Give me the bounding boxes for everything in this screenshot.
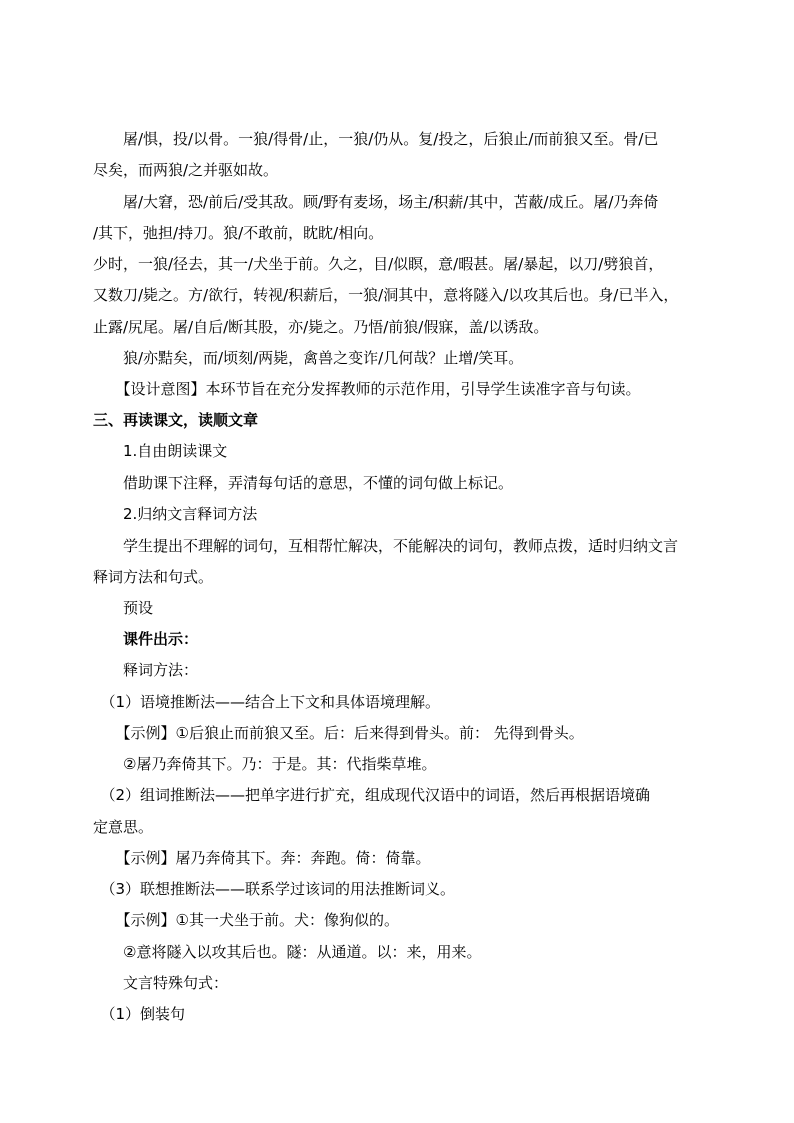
text-line: 又数刀/毙之。方/欲行，转视/积薪后，一狼/洞其中，意将隧入/以攻其后也。身/已半入， [93,286,679,304]
text-line: 释词方法和句式。 [93,568,214,586]
text-line: 少时，一狼/径去，其一/犬坐于前。久之，目/似瞑，意/暇甚。屠/暴起，以刀/劈狼首， [93,255,664,273]
subheading-1: 1.自由朗读课文 [93,442,228,460]
example-line: 【示例】①其一犬坐于前。犬：像狗似的。 [93,911,399,929]
text-line: /其下，弛担/持刀。狼/不敢前，眈眈/相向。 [93,224,384,242]
text-line: 定意思。 [93,818,154,836]
text-line: 学生提出不理解的词句，互相帮忙解决，不能解决的词句，教师点拨，适时归纳文言 [93,537,679,555]
example-line: 【示例】①后狼止而前狼又至。后：后来得到骨头。前： 先得到骨头。 [93,724,584,742]
method-item: （1）语境推断法——结合上下文和具体语境理解。 [93,693,441,711]
courseware-label: 课件出示： [93,630,199,648]
method-item: （3）联想推断法——联系学过该词的用法推断词义。 [93,880,456,898]
design-intent-line: 【设计意图】本环节旨在充分发挥教师的示范作用，引导学生读准字音与句读。 [93,380,641,398]
text-line: 借助课下注释，弄清每句话的意思，不懂的词句做上标记。 [93,474,514,492]
subheading-2: 2.归纳文言释词方法 [93,505,258,523]
section-heading: 三、再读课文，读顺文章 [93,411,259,429]
text-line: 狼/亦黠矣，而/顷刻/两毙，禽兽之变诈/几何哉？止增/笑耳。 [93,349,524,367]
text-line: 预设 [93,599,154,617]
text-line: 文言特殊句式： [93,974,229,992]
example-line: ②屠乃奔倚其下。乃：于是。其：代指柴草堆。 [93,755,437,773]
text-line: 屠/惧，投/以骨。一狼/得骨/止，一狼/仍从。复/投之，后狼止/而前狼又至。骨/已 [93,130,659,148]
text-line: 屠/大窘，恐/前后/受其敌。顾/野有麦场，场主/积薪/其中，苫蔽/成丘。屠/乃奔倚 [93,193,659,211]
method-item: （1）倒装句 [93,1005,186,1023]
method-item: （2）组词推断法——把单字进行扩充，组成现代汉语中的词语，然后再根据语境确 [93,786,651,804]
text-line: 尽矣，而两狼/之并驱如故。 [93,161,279,179]
text-line: 止露/尻尾。屠/自后/断其股，亦/毙之。乃悟/前狼/假寐，盖/以诱敌。 [93,318,549,336]
text-line: 释词方法： [93,661,199,679]
example-line: ②意将隧入以攻其后也。隧：从通道。以：来，用来。 [93,943,482,961]
example-line: 【示例】屠乃奔倚其下。奔：奔跑。倚：倚靠。 [93,849,431,867]
